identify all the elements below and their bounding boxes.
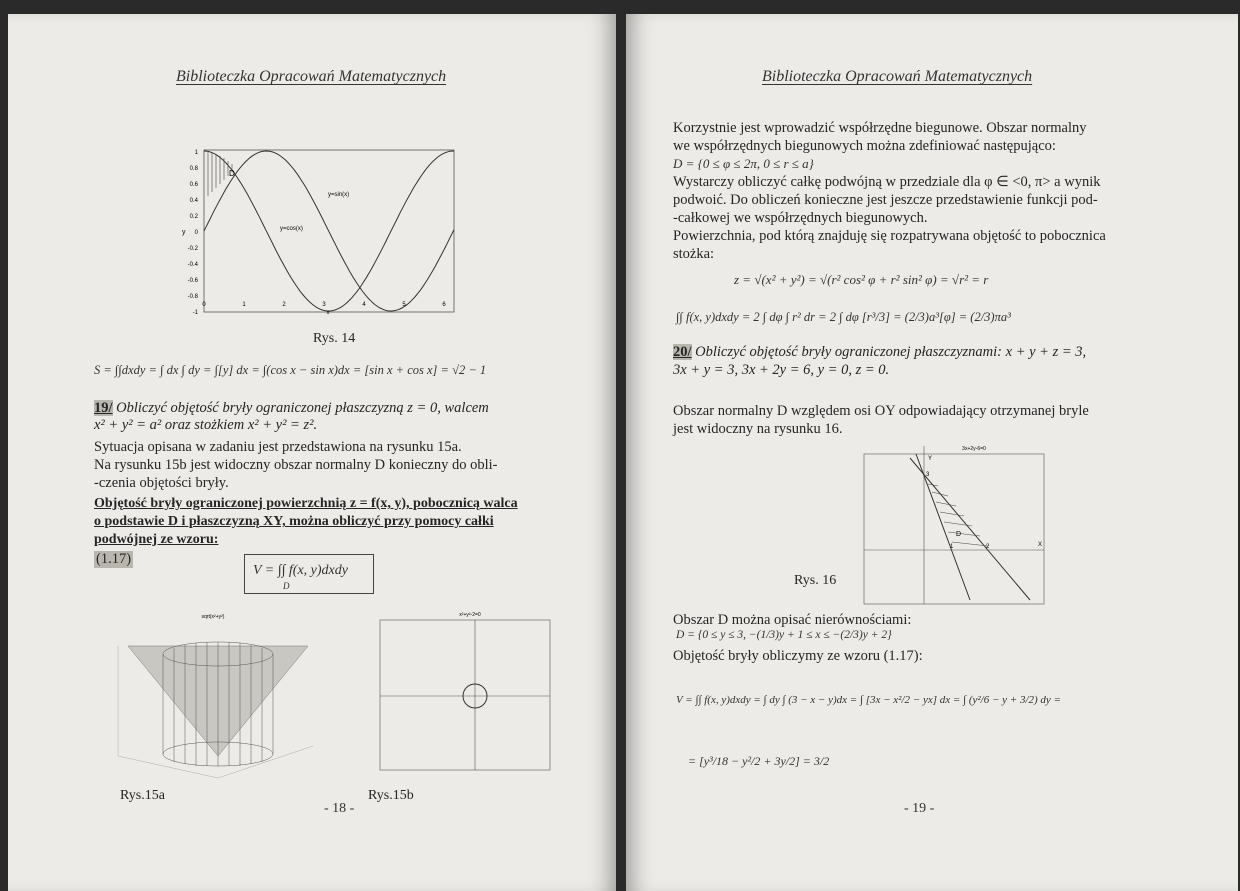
y-tick-label: -0.8 (187, 294, 198, 300)
bold-statement: podwójnej ze wzoru: (94, 532, 219, 547)
plot-frame (864, 454, 1044, 604)
y-tick-label: -0.2 (187, 246, 198, 252)
problem-number: 20/ (673, 344, 692, 360)
plot-frame (380, 620, 550, 770)
figure-15b-caption: Rys.15b (368, 788, 414, 803)
y-tick-label: -0.4 (187, 262, 198, 268)
y-tick-label: -0.6 (187, 278, 198, 284)
paragraph: Sytuacja opisana w zadaniu jest przedstawiona na rysunku 15a. (94, 439, 462, 455)
line-3x-plus-2y (910, 458, 1030, 600)
label-Y: Y (928, 456, 933, 462)
x-tick-label: 0 (202, 302, 206, 308)
y-tick-label: 0.4 (189, 198, 198, 204)
page-number: - 18 - (324, 801, 355, 816)
paragraph: Obszar normalny D względem osi OY odpowiadający otrzymanej bryle (673, 403, 1089, 419)
x-tick-label: 2 (282, 302, 286, 308)
formula-z: z = √(x² + y²) = √(r² cos² φ + r² sin² φ) = √r² = r (734, 272, 989, 287)
problem-number: 19/ (94, 400, 113, 416)
paragraph: -czenia objętości bryły. (94, 475, 229, 491)
formula-volume: V = ∫∫ f(x, y)dxdy = ∫ dy ∫ (3 − x − y)dx = ∫ [3x − x²/2 − yx] dx = ∫ (y²/6 − y + 3/2) dy = (676, 694, 1061, 706)
y-tick-label: 0.8 (189, 166, 198, 172)
x-tick-label: 6 (442, 302, 446, 308)
formula-d-region: D = {0 ≤ y ≤ 3, −(1/3)y + 1 ≤ x ≤ −(2/3)y + 2} (676, 629, 892, 641)
label-1: 1 (950, 544, 954, 550)
label-D: D (956, 531, 962, 538)
y-axis-label: y (182, 229, 186, 236)
sine-curve (204, 151, 454, 311)
label-X: X (1038, 542, 1043, 548)
fig15b-title: x²+y²-2=0 (459, 612, 481, 618)
label-D: D (229, 169, 235, 178)
page-number: - 19 - (904, 801, 935, 816)
equation-number: (1.17) (96, 551, 132, 567)
paragraph: Powierzchnia, pod którą znajduję się rozpatrywana objętość to pobocznica (673, 228, 1106, 244)
paragraph: Korzystnie jest wprowadzić współrzędne biegunowe. Obszar normalny (673, 120, 1087, 136)
fig16-title: 3x+2y-6=0 (962, 446, 986, 452)
bold-statement: o podstawie D i płaszczyzną XY, można obliczyć przy pomocy całki (94, 514, 494, 529)
paragraph: jest widoczny na rysunku 16. (673, 421, 843, 437)
label-3: 3 (926, 472, 930, 478)
paragraph: Obszar D można opisać nierównościami: (673, 612, 912, 628)
problem-19 (94, 400, 489, 417)
problem-20 (673, 344, 1086, 361)
y-tick-label: 0.2 (189, 214, 198, 220)
figure-15a-caption: Rys.15a (120, 788, 165, 803)
fig15a-title: sqrt(x²+y²) (201, 614, 225, 620)
figure-16-caption: Rys. 16 (794, 573, 837, 588)
y-tick-label: -1 (192, 310, 198, 316)
x-tick-label: 5 (402, 302, 406, 308)
problem-text: Obliczyć objętość bryły ograniczonej płaszczyzną z = 0, walcem (116, 400, 489, 416)
problem-text: Obliczyć objętość bryły ograniczonej płaszczyznami: x + y + z = 3, (695, 344, 1087, 360)
label-sin: y=sin(x) (328, 192, 350, 198)
x-tick-label: 3 (322, 302, 326, 308)
equation-1-17: V = ∫∫ f(x, y)dxdy (253, 563, 348, 578)
figure-14-plot (168, 130, 468, 320)
equation-box (244, 554, 374, 594)
paragraph: -całkowej we współrzędnych biegunowych. (673, 210, 928, 226)
x-tick-label: 1 (242, 302, 246, 308)
equation-subscript: D (283, 581, 290, 591)
page-header: Biblioteczka Opracowań Matematycznych (176, 68, 447, 85)
paragraph: Wystarczy obliczyć całkę podwójną w przedziale dla φ ∈ <0, π> a wynik (673, 174, 1101, 190)
paragraph: stożka: (673, 246, 715, 262)
page-header: Biblioteczka Opracowań Matematycznych (762, 68, 1033, 85)
bold-statement: Objętość bryły ograniczonej powierzchnią z = f(x, y), pobocznicą walca (94, 496, 518, 511)
figure-15a-cone-plot (108, 606, 328, 781)
figure-14-caption: Rys. 14 (313, 331, 356, 346)
label-cos: y=cos(x) (280, 226, 303, 232)
figure-16-region-plot (852, 440, 1052, 610)
figure-15b-circle-plot (360, 606, 560, 781)
formula-integral-polar: ∫∫ f(x, y)dxdy = 2 ∫ dφ ∫ r² dr = 2 ∫ dφ [r³/3] = (2/3)a³[φ] = (2/3)πa³ (676, 310, 1011, 324)
y-axis-labels (188, 150, 199, 316)
problem-20-line2: 3x + y = 3, 3x + 2y = 6, y = 0, z = 0. (673, 362, 890, 378)
right-page (626, 14, 1238, 891)
formula-volume-result: = [y³/18 − y²/2 + 3y/2] = 3/2 (688, 754, 830, 768)
problem-19-line2: x² + y² = a² oraz stożkiem x² + y² = z². (94, 417, 318, 433)
y-tick-label: 0.6 (189, 182, 198, 188)
x-tick-label: 4 (362, 302, 366, 308)
paragraph: podwoić. Do obliczeń konieczne jest jeszcze przedstawienie funkcji pod- (673, 192, 1098, 208)
y-tick-label: 0 (194, 230, 198, 236)
left-page (8, 14, 616, 891)
x-axis-label: x (326, 310, 330, 316)
paragraph: we współrzędnych biegunowych można zdefiniować następująco: (673, 138, 1056, 154)
paragraph: Na rysunku 15b jest widoczny obszar normalny D konieczny do obli- (94, 457, 498, 473)
y-tick-label: 1 (194, 150, 198, 156)
formula-s: S = ∫∫dxdy = ∫ dx ∫ dy = ∫[y] dx = ∫(cos x − sin x)dx = [sin x + cos x] = √2 − 1 (94, 363, 487, 377)
paragraph: Objętość bryły obliczymy ze wzoru (1.17): (673, 648, 923, 664)
formula-d-polar: D = {0 ≤ φ ≤ 2π, 0 ≤ r ≤ a} (673, 156, 814, 171)
label-2: 2 (986, 544, 990, 550)
